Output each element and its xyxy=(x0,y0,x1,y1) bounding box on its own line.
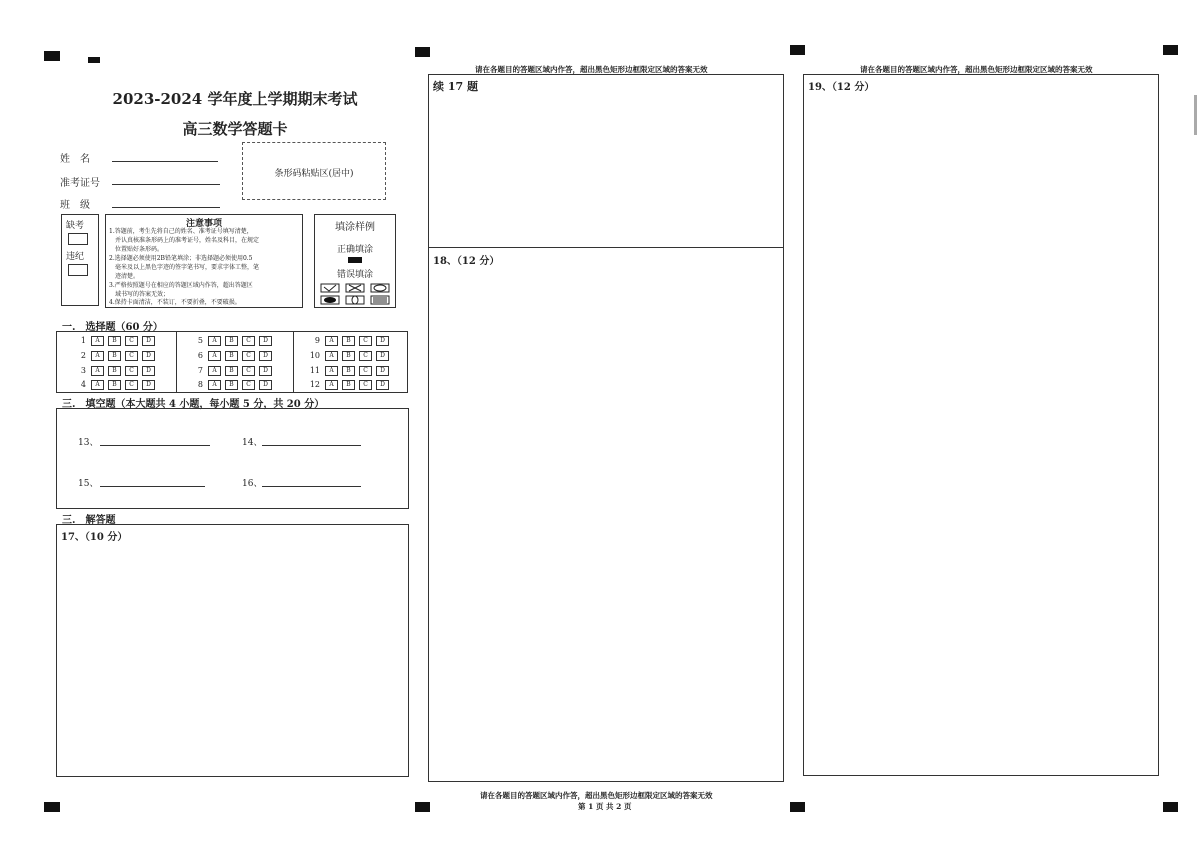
name-field[interactable] xyxy=(112,161,218,162)
option-c[interactable]: C xyxy=(359,380,372,390)
violation-checkbox[interactable] xyxy=(68,264,88,276)
notes-line: 1.答题前，考生先将自己的姓名、准考证号填写清楚， xyxy=(109,228,253,235)
q14-answer-field[interactable] xyxy=(262,445,361,446)
notes-line: 迹清楚。 xyxy=(115,273,140,280)
region-note: 请在各题目的答题区域内作答，超出黑色矩形边框限定区域的答案无效 xyxy=(475,65,708,74)
name-label: 姓 名 xyxy=(60,154,90,165)
choice-row xyxy=(187,351,276,361)
absent-label: 缺考 xyxy=(66,221,85,231)
section-divider xyxy=(428,247,784,248)
registration-mark xyxy=(790,802,805,812)
option-b[interactable]: B xyxy=(225,366,238,376)
question-number: 5 xyxy=(197,336,203,345)
option-c[interactable]: C xyxy=(359,336,372,346)
choice-row xyxy=(70,380,159,390)
option-c[interactable]: C xyxy=(242,366,255,376)
question-number: 2 xyxy=(80,351,86,360)
section3-title: 三. 解答题 xyxy=(62,515,116,526)
question-number: 10 xyxy=(309,351,320,360)
choice-row xyxy=(187,336,276,346)
option-a[interactable]: A xyxy=(208,380,221,390)
choice-row xyxy=(304,336,393,346)
fill-example-title: 填涂样例 xyxy=(335,222,375,233)
region-note: 请在各题目的答题区域内作答，超出黑色矩形边框限定区域的答案无效 xyxy=(480,791,713,800)
fill-in-box xyxy=(56,408,409,509)
question-number: 6 xyxy=(197,351,203,360)
exam-title: 2023-2024 学年度上学期期末考试 xyxy=(112,90,358,108)
registration-mark xyxy=(415,802,430,812)
class-label: 班 级 xyxy=(60,200,90,211)
registration-mark xyxy=(44,51,60,61)
exam-id-field[interactable] xyxy=(112,184,220,185)
choice-row xyxy=(70,366,159,376)
question-number: 8 xyxy=(197,380,203,389)
option-a[interactable]: A xyxy=(325,366,338,376)
option-a[interactable]: A xyxy=(91,336,104,346)
option-d[interactable]: D xyxy=(376,380,389,390)
option-c[interactable]: C xyxy=(125,351,138,361)
correct-fill-sample xyxy=(348,257,362,263)
option-b[interactable]: B xyxy=(108,336,121,346)
registration-mark xyxy=(790,45,805,55)
exam-subtitle: 高三数学答题卡 xyxy=(182,120,288,138)
option-b[interactable]: B xyxy=(225,380,238,390)
q15-answer-field[interactable] xyxy=(100,486,205,487)
notes-line: 4.保持卡面清洁，不装订，不要折叠，不要破损。 xyxy=(109,299,241,306)
q19-label: 19、（12 分） xyxy=(808,82,875,93)
q17-label: 17、（10 分） xyxy=(61,532,128,543)
option-d[interactable]: D xyxy=(259,380,272,390)
question-number: 7 xyxy=(197,366,203,375)
registration-mark xyxy=(1163,802,1178,812)
choice-divider xyxy=(293,331,294,393)
option-d[interactable]: D xyxy=(259,336,272,346)
option-b[interactable]: B xyxy=(342,336,355,346)
option-a[interactable]: A xyxy=(91,380,104,390)
option-a[interactable]: A xyxy=(208,351,221,361)
option-b[interactable]: B xyxy=(342,351,355,361)
notes-line: 域书写的答案无效； xyxy=(115,291,170,298)
option-a[interactable]: A xyxy=(91,366,104,376)
q17-answer-box[interactable] xyxy=(56,524,409,777)
question-number: 3 xyxy=(80,366,86,375)
q16-label: 16、 xyxy=(242,479,263,489)
registration-mark xyxy=(1163,45,1178,55)
registration-mark xyxy=(415,47,430,57)
option-d[interactable]: D xyxy=(142,366,155,376)
class-field[interactable] xyxy=(112,207,220,208)
notes-line: 2.选择题必须使用2B铅笔填涂；非选择题必须使用0.5 xyxy=(109,255,253,262)
option-d[interactable]: D xyxy=(376,366,389,376)
option-a[interactable]: A xyxy=(325,351,338,361)
question-number: 12 xyxy=(309,380,320,389)
q13-answer-field[interactable] xyxy=(100,445,210,446)
option-c[interactable]: C xyxy=(125,336,138,346)
option-d[interactable]: D xyxy=(259,366,272,376)
absent-checkbox[interactable] xyxy=(68,233,88,245)
option-d[interactable]: D xyxy=(376,336,389,346)
option-d[interactable]: D xyxy=(142,336,155,346)
wrong-fill-icon xyxy=(320,282,392,306)
option-b[interactable]: B xyxy=(108,366,121,376)
choice-row xyxy=(70,336,159,346)
notes-line: 3.严格按照题号在相应的答题区域内作答，超出答题区 xyxy=(109,282,253,289)
q15-label: 15、 xyxy=(78,479,99,489)
option-a[interactable]: A xyxy=(208,366,221,376)
cont17-label: 续 17 题 xyxy=(433,80,478,93)
region-note: 请在各题目的答题区域内作答，超出黑色矩形边框限定区域的答案无效 xyxy=(860,65,1093,74)
option-b[interactable]: B xyxy=(225,336,238,346)
barcode-label: 条形码粘贴区(居中) xyxy=(274,169,354,179)
choice-row xyxy=(304,366,393,376)
option-b[interactable]: B xyxy=(108,380,121,390)
option-c[interactable]: C xyxy=(125,380,138,390)
option-d[interactable]: D xyxy=(142,380,155,390)
notes-line: 位置贴好条形码。 xyxy=(115,246,164,253)
choice-row xyxy=(187,366,276,376)
choice-row xyxy=(187,380,276,390)
notes-line: 并认真核准条形码上的准考证号，姓名及科目，在规定 xyxy=(115,237,260,244)
option-b[interactable]: B xyxy=(225,351,238,361)
q18-label: 18、（12 分） xyxy=(433,256,500,267)
question-number: 1 xyxy=(80,336,86,345)
page-info: 第 1 页 共 2 页 xyxy=(578,802,632,811)
option-d[interactable]: D xyxy=(376,351,389,361)
notes-title: 注意事项 xyxy=(185,219,222,229)
registration-mark xyxy=(44,802,60,812)
registration-mark xyxy=(88,57,100,63)
choice-row xyxy=(70,351,159,361)
scan-edge xyxy=(1194,95,1197,135)
option-a[interactable]: A xyxy=(325,336,338,346)
option-c[interactable]: C xyxy=(242,380,255,390)
option-d[interactable]: D xyxy=(142,351,155,361)
option-a[interactable]: A xyxy=(208,336,221,346)
choice-divider xyxy=(176,331,177,393)
q16-answer-field[interactable] xyxy=(262,486,361,487)
section2-title: 三. 填空题（本大题共 4 小题，每小题 5 分，共 20 分） xyxy=(62,399,325,410)
option-b[interactable]: B xyxy=(342,366,355,376)
q13-label: 13、 xyxy=(78,438,99,448)
question-number: 4 xyxy=(80,380,86,389)
option-a[interactable]: A xyxy=(91,351,104,361)
option-c[interactable]: C xyxy=(242,336,255,346)
option-c[interactable]: C xyxy=(359,366,372,376)
violation-label: 违纪 xyxy=(66,252,85,262)
option-c[interactable]: C xyxy=(242,351,255,361)
option-c[interactable]: C xyxy=(359,351,372,361)
wrong-fill-samples xyxy=(320,282,392,306)
option-b[interactable]: B xyxy=(108,351,121,361)
cont17-answer-area[interactable] xyxy=(429,92,783,246)
choice-row xyxy=(304,351,393,361)
option-d[interactable]: D xyxy=(259,351,272,361)
option-a[interactable]: A xyxy=(325,380,338,390)
exam-id-label: 准考证号 xyxy=(60,178,100,189)
choice-row xyxy=(304,380,393,390)
correct-fill-label: 正确填涂 xyxy=(336,245,373,255)
notes-line: 毫米及以上黑色字迹的签字笔书写，要求字体工整，笔 xyxy=(115,264,260,271)
question-number: 11 xyxy=(309,366,320,375)
wrong-fill-label: 错误填涂 xyxy=(336,270,373,280)
section1-title: 一. 选择题（60 分） xyxy=(62,322,163,333)
question-number: 9 xyxy=(314,336,320,345)
option-b[interactable]: B xyxy=(342,380,355,390)
q19-answer-box[interactable] xyxy=(803,74,1159,776)
q14-label: 14、 xyxy=(242,438,263,448)
option-c[interactable]: C xyxy=(125,366,138,376)
q18-answer-area[interactable] xyxy=(429,266,783,780)
